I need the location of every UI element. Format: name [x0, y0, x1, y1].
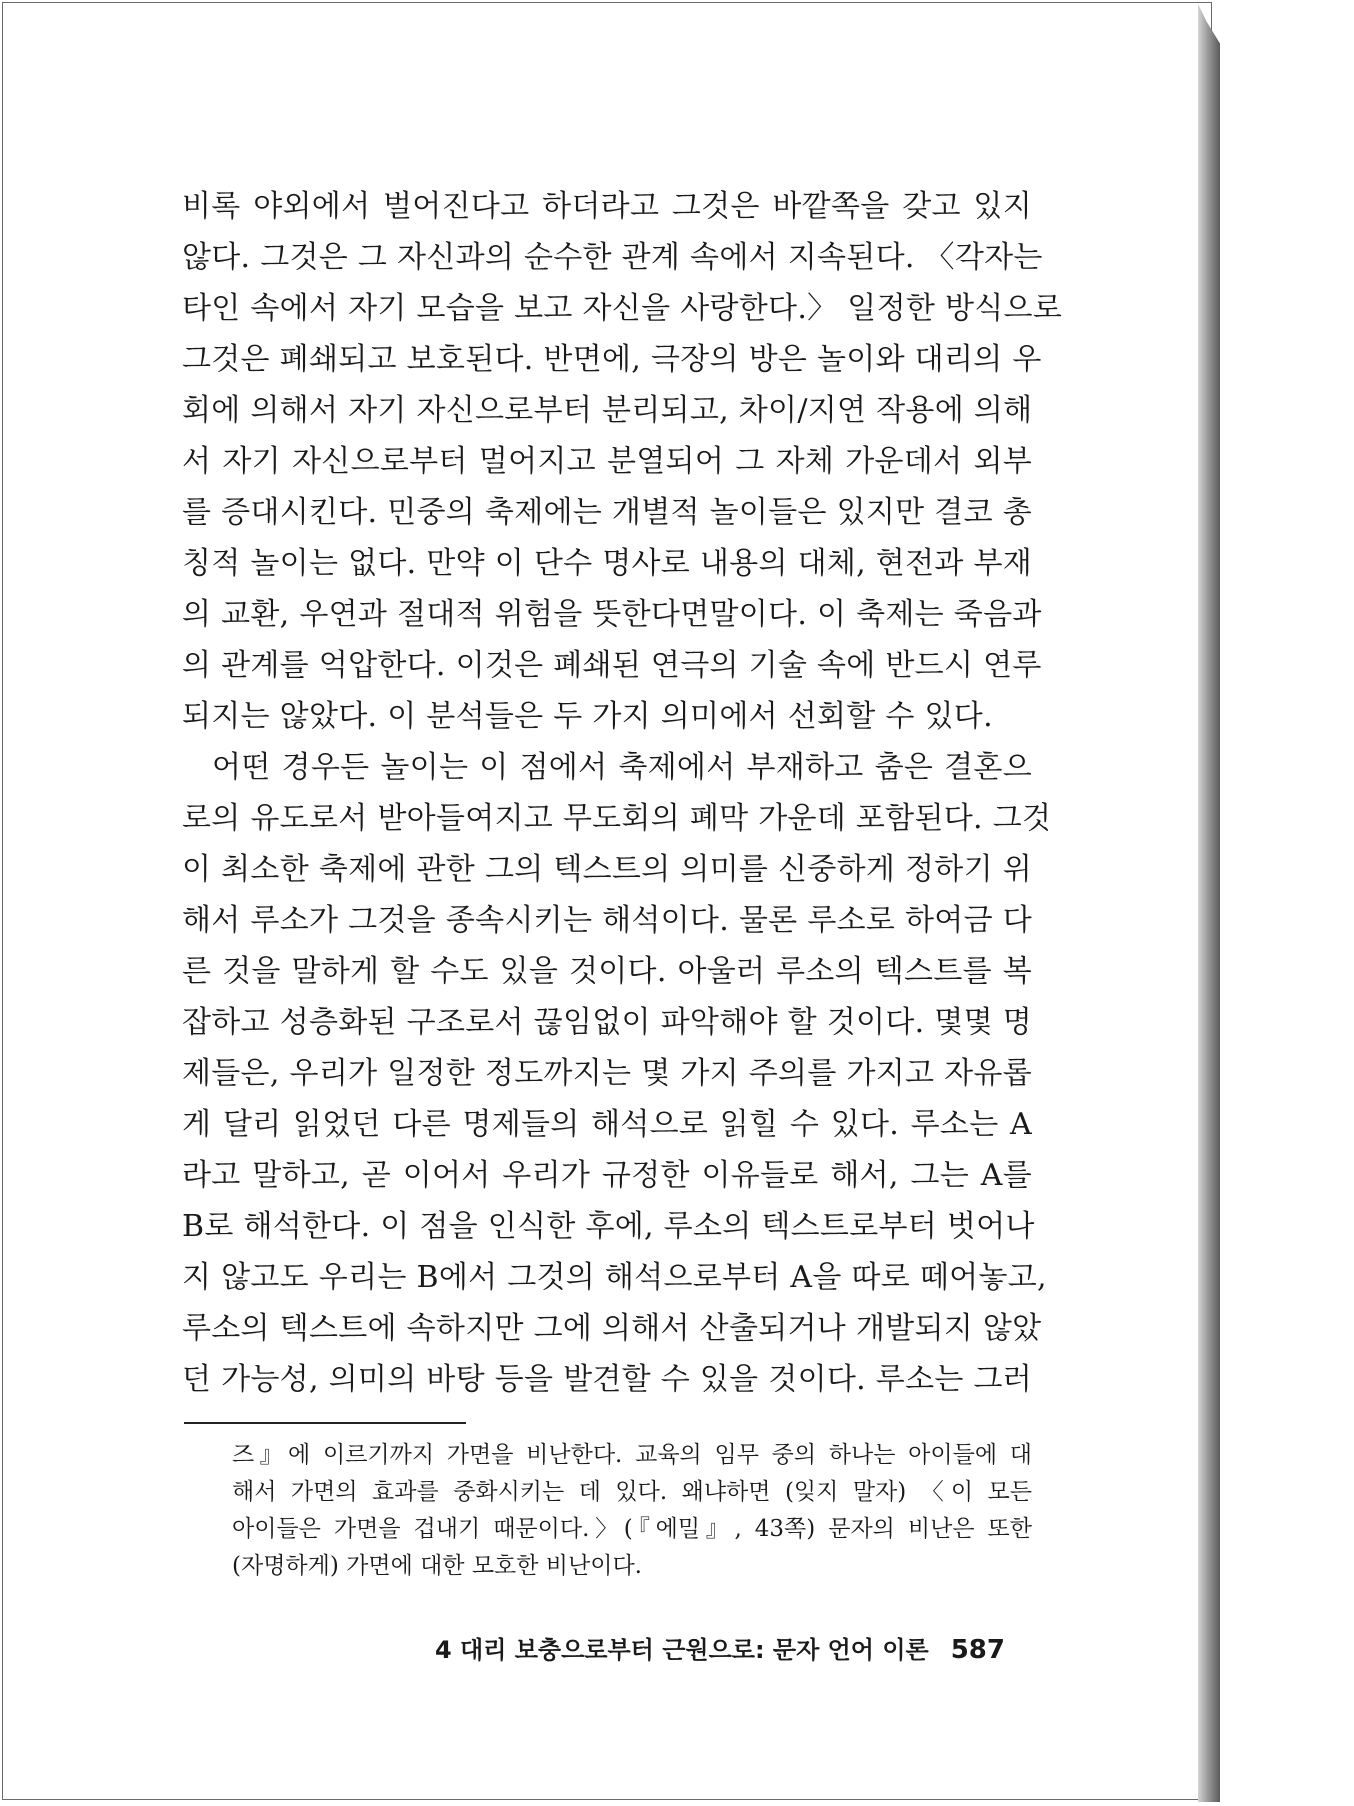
- page-edge-shadow: [1198, 4, 1220, 1802]
- body-line: 를 증대시킨다. 민중의 축제에는 개별적 놀이들은 있지만 결코 총: [182, 495, 1032, 530]
- body-line: 게 달리 읽었던 다른 명제들의 해석으로 읽힐 수 있다. 루소는 A: [182, 1107, 1032, 1142]
- page-number: 587: [950, 1635, 1005, 1665]
- body-text: [182, 181, 1063, 1405]
- body-line: 이 최소한 축제에 관한 그의 텍스트의 의미를 신중하게 정하기 위: [182, 852, 1032, 887]
- body-line: 타인 속에서 자기 모습을 보고 자신을 사랑한다.〉 일정한 방식으로: [182, 291, 1063, 326]
- body-line: 되지는 않았다. 이 분석들은 두 가지 의미에서 선회할 수 있다.: [182, 699, 993, 734]
- body-line: 않다. 그것은 그 자신과의 순수한 관계 속에서 지속된다. 〈각자는: [182, 240, 1043, 275]
- footnote-line: 해서 가면의 효과를 중화시키는 데 있다. 왜냐하면 (잊지 말자) 〈이 모든: [232, 1479, 1032, 1505]
- body-line: 라고 말하고, 곧 이어서 우리가 규정한 이유들로 해서, 그는 A를: [182, 1158, 1032, 1193]
- footnote-separator: [184, 1422, 466, 1424]
- body-line: 루소의 텍스트에 속하지만 그에 의해서 산출되거나 개발되지 않았: [182, 1311, 1042, 1346]
- body-line: 어떤 경우든 놀이는 이 점에서 축제에서 부재하고 춤은 결혼으: [212, 750, 1032, 785]
- body-line: 해서 루소가 그것을 종속시키는 해석이다. 물론 루소로 하여금 다: [182, 903, 1032, 938]
- body-line: B로 해석한다. 이 점을 인식한 후에, 루소의 텍스트로부터 벗어나: [182, 1209, 1035, 1244]
- body-line: 그것은 폐쇄되고 보호된다. 반면에, 극장의 방은 놀이와 대리의 우: [182, 342, 1042, 377]
- footnote-line: 아이들은 가면을 겁내기 때문이다.〉(『에밀』, 43쪽) 문자의 비난은 또한: [232, 1516, 1032, 1542]
- body-line: 서 자기 자신으로부터 멀어지고 분열되어 그 자체 가운데서 외부: [182, 444, 1032, 479]
- body-line: 의 교환, 우연과 절대적 위험을 뜻한다면말이다. 이 축제는 죽음과: [182, 597, 1042, 632]
- body-line: 던 가능성, 의미의 바탕 등을 발견할 수 있을 것이다. 루소는 그러: [182, 1362, 1033, 1397]
- running-title: 4 대리 보충으로부터 근원으로: 문자 언어 이론: [434, 1636, 929, 1664]
- body-line: 로의 유도로서 받아들여지고 무도회의 폐막 가운데 포함된다. 그것: [182, 801, 1052, 836]
- footnote-line: 즈』에 이르기까지 가면을 비난한다. 교육의 임무 중의 하나는 아이들에 대: [232, 1442, 1032, 1468]
- body-line: 지 않고도 우리는 B에서 그것의 해석으로부터 A을 따로 떼어놓고,: [182, 1260, 1047, 1295]
- body-line: 른 것을 말하게 할 수도 있을 것이다. 아울러 루소의 텍스트를 복: [182, 954, 1032, 989]
- running-footer: [434, 1630, 1005, 1665]
- body-line: 잡하고 성층화된 구조로서 끊임없이 파악해야 할 것이다. 몇몇 명: [182, 1005, 1032, 1040]
- body-line: 의 관계를 억압한다. 이것은 폐쇄된 연극의 기술 속에 반드시 연루: [182, 648, 1042, 683]
- body-line: 제들은, 우리가 일정한 정도까지는 몇 가지 주의를 가지고 자유롭: [182, 1056, 1032, 1091]
- body-line: 비록 야외에서 벌어진다고 하더라고 그것은 바깥쪽을 갖고 있지: [182, 189, 1032, 224]
- footnote: [232, 1437, 1032, 1585]
- body-line: 회에 의해서 자기 자신으로부터 분리되고, 차이/지연 작용에 의해: [182, 393, 1033, 428]
- footnote-line: (자명하게) 가면에 대한 모호한 비난이다.: [232, 1553, 642, 1579]
- body-line: 칭적 놀이는 없다. 만약 이 단수 명사로 내용의 대체, 현전과 부재: [182, 546, 1033, 581]
